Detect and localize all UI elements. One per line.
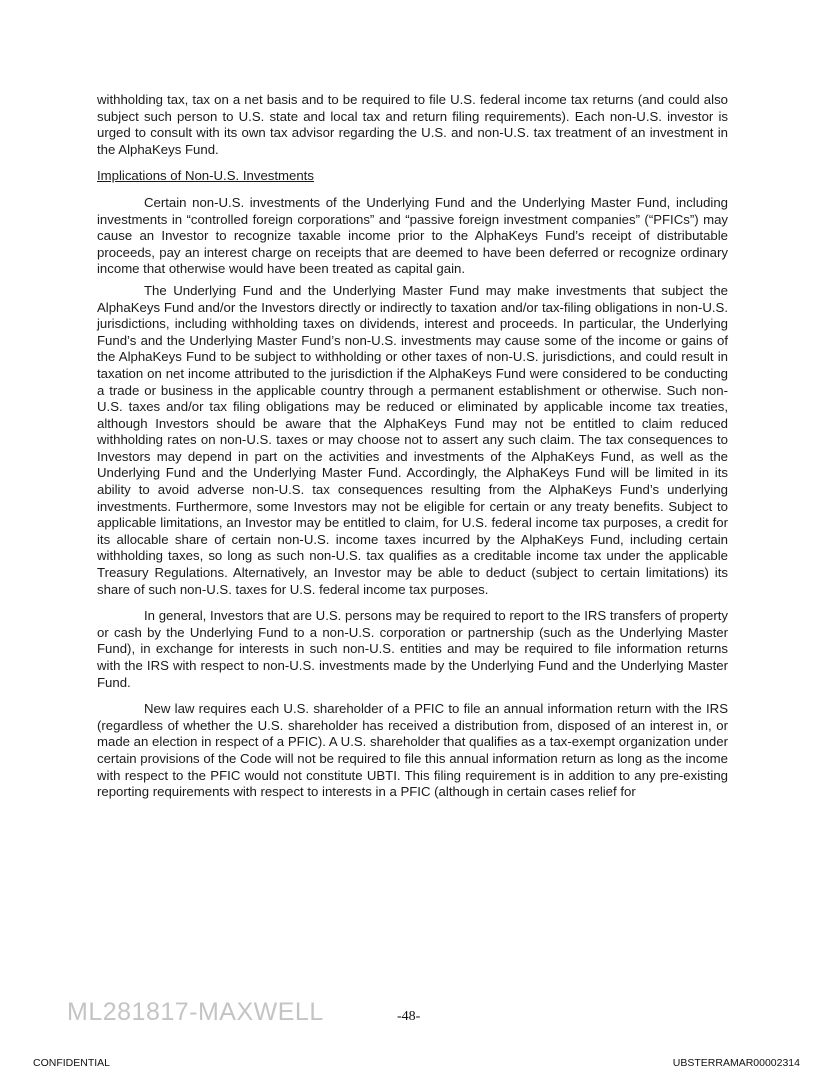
paragraph-pfic-law: New law requires each U.S. shareholder of a PFIC to file an annual information return with the IRS (regardless of whether the U.S. shareholder has received a distribution from, disposed of an interest in, or made an election in respect of a PFIC). A U.S. shareholder that qualifies as a tax-exempt organization under certain provisions of the Code will not be required to file this annual information return as long as the income with respect to the PFIC would not constitute UBTI. This filing requirement is in addition to any pre-existing reporting requirements with respect to interests in a PFIC (although in certain cases relief for (97, 701, 728, 800)
paragraph-irs-reporting: In general, Investors that are U.S. persons may be required to report to the IRS transfers of property or cash by the Underlying Fund to a non-U.S. corporation or partnership (such as the Underlying Master Fund), in exchange for interests in such non-U.S. entities and may be required to file information returns with the IRS with respect to non-U.S. investments made by the Underlying Fund and the Underlying Master Fund. (97, 608, 728, 690)
paragraph-certain-investments: Certain non-U.S. investments of the Underlying Fund and the Underlying Master Fund, including investments in “controlled foreign corporations” and “passive foreign investment companies” (“PFICs”) may cause an Investor to recognize taxable income prior to the AlphaKeys Fund’s receipt of distributable proceeds, pay an interest charge on receipts that are deemed to have been deferred or recognize ordinary income that otherwise would have been treated as capital gain. (97, 194, 728, 277)
bates-number: UBSTERRAMAR00002314 (672, 1057, 800, 1069)
watermark-stamp: ML281817-MAXWELL (67, 998, 324, 1026)
confidential-label: CONFIDENTIAL (33, 1057, 111, 1069)
section-heading: Implications of Non-U.S. Investments (97, 168, 314, 184)
page-number: -48- (397, 1009, 421, 1024)
document-body (97, 92, 728, 801)
paragraph-underlying-fund: The Underlying Fund and the Underlying Master Fund may make investments that subject the AlphaKeys Fund and/or the Investors directly or indirectly to taxation and/or tax-filing obligations in non-U.S. jurisdictions, including withholding taxes on dividends, interest and proceeds. In particular, the Underlying Fund’s and the Underlying Master Fund’s non-U.S. investments may cause some of the income or gains of the AlphaKeys Fund to be subject to withholding or other taxes of non-U.S. jurisdictions, and could result in taxation on net income attributed to the jurisdiction if the AlphaKeys Fund were considered to be conducting a trade or business in the applicable country through a permanent establishment or otherwise. Such non-U.S. taxes and/or tax filing obligations may be reduced or eliminated by applicable income tax treaties, although Investors should be aware that the AlphaKeys Fund may not be entitled to claim reduced withholding rates on non-U.S. taxes or may choose not to assert any such claim. The tax consequences to Investors may depend in part on the activities and investments of the AlphaKeys Fund, as well as the Underlying Fund and the Underlying Master Fund. Accordingly, the AlphaKeys Fund will be limited in its ability to avoid adverse non-U.S. tax consequences resulting from the AlphaKeys Fund’s underlying investments. Furthermore, some Investors may not be eligible for certain or any treaty benefits. Subject to applicable limitations, an Investor may be entitled to claim, for U.S. federal income tax purposes, a credit for its allocable share of certain non-U.S. income taxes incurred by the AlphaKeys Fund, including certain withholding taxes, so long as such non-U.S. tax qualifies as a creditable income tax under the applicable Treasury Regulations. Alternatively, an Investor may be able to deduct (subject to certain limitations) its share of such non-U.S. taxes for U.S. federal income tax purposes. (97, 282, 728, 597)
paragraph-withholding: withholding tax, tax on a net basis and to be required to file U.S. federal income tax returns (and could also subject such person to U.S. state and local tax and return filing requirements). Each non-U.S. investor is urged to consult with its own tax advisor regarding the U.S. and non-U.S. tax treatment of an investment in the AlphaKeys Fund. (97, 92, 728, 157)
